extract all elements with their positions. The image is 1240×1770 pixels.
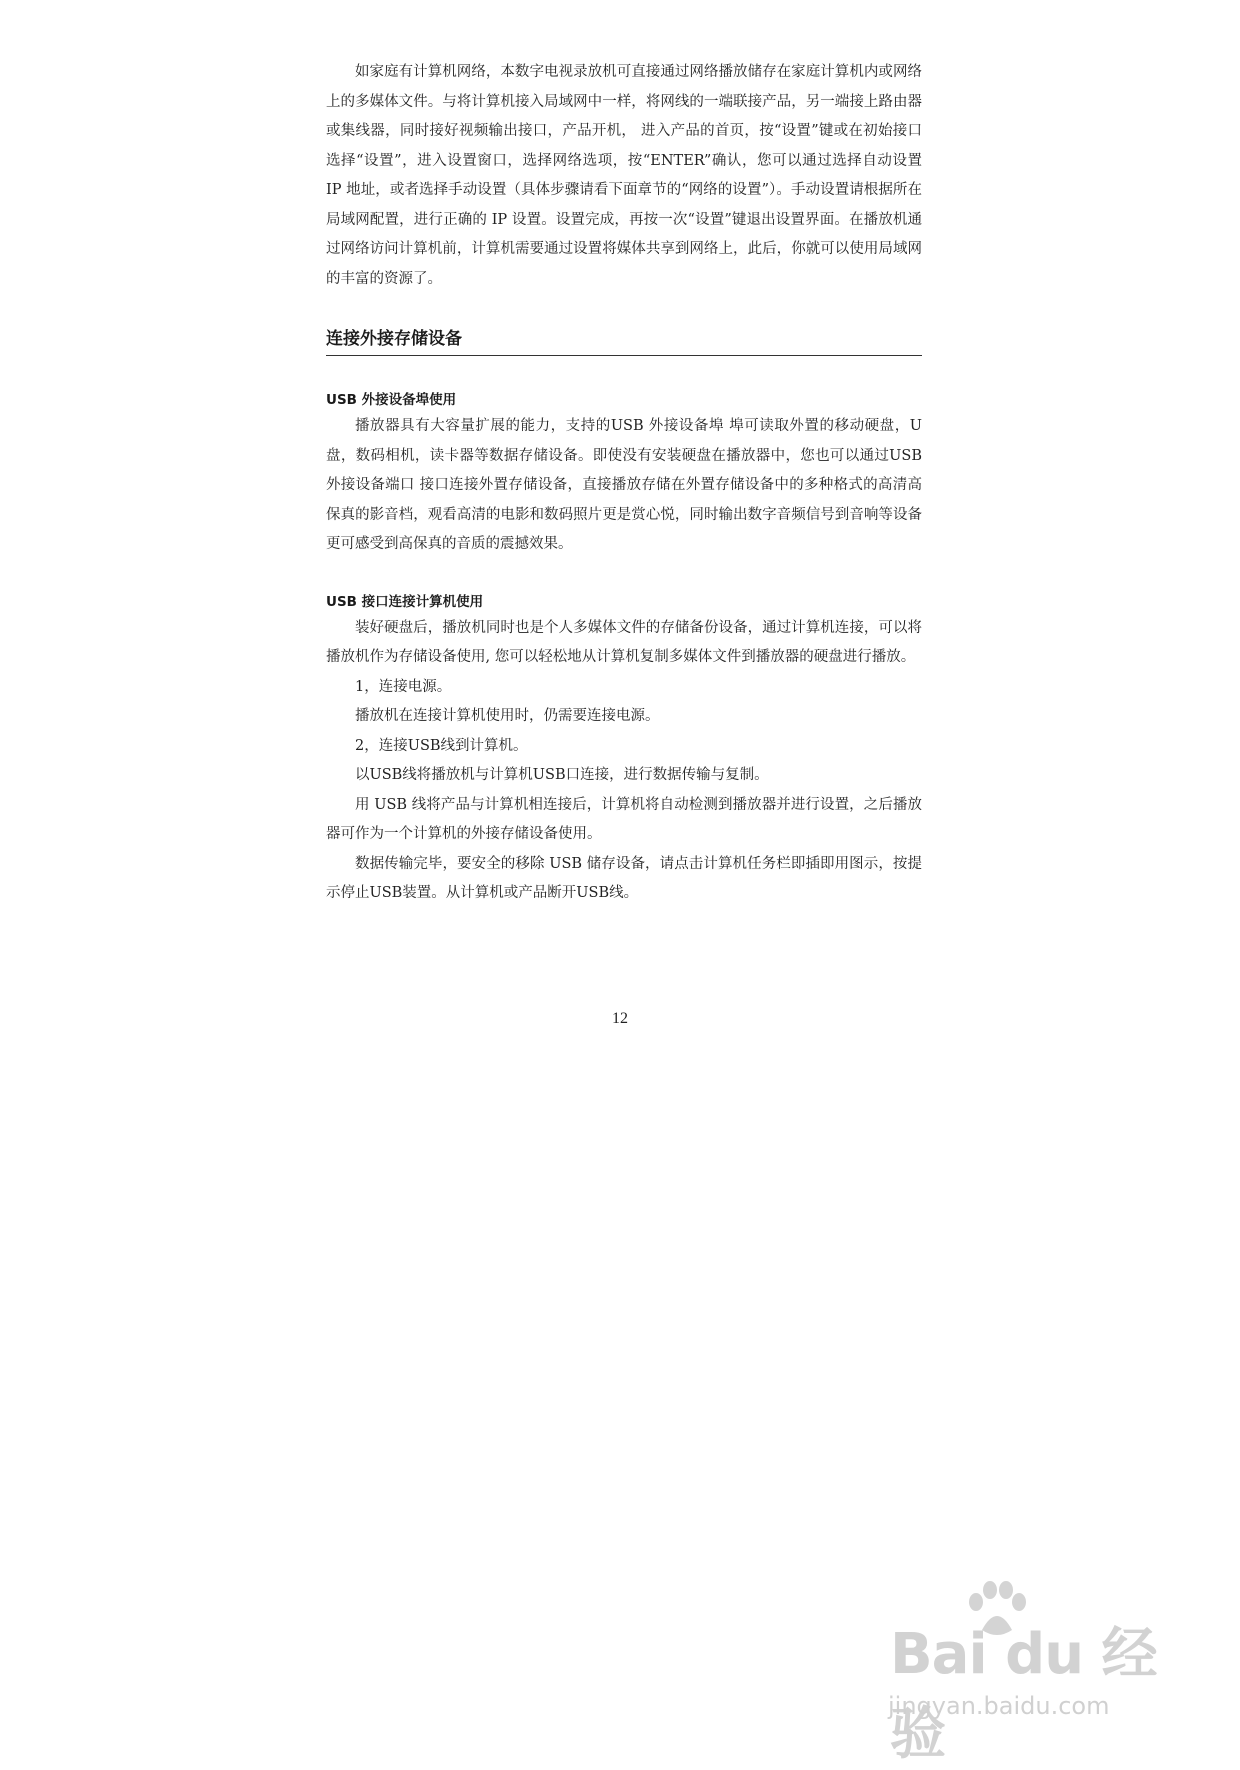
detect-paragraph: 用 USB 线将产品与计算机相连接后，计算机将自动检测到播放器并进行设置，之后播放器可作为一个计算机的外接存储设备使用。: [326, 796, 922, 842]
step-1-heading: 1，连接电源。: [355, 678, 452, 695]
intro-paragraph: 如家庭有计算机网络，本数字电视录放机可直接通过网络播放储存在家庭计算机内或网络上的多媒体文件。与将计算机接入局域网中一样，将网线的一端联接产品，另一端接上路由器或集线器，同时接好视频输出接口，产品开机， 进入产品的首页，按“设置”键或在初始接口选择“设置”，进入设置窗口，选择网络选项，按“ENTER”确认，您可以通过选择自动设置 IP 地址，或者选择手动设置（具体步骤请看下面章节的“网络的设置”）。手动设置请根据所在局域网配置，进行正确的 IP 设置。设置完成，再按一次“设置”键退出设置界面。在播放机通过网络访问计算机前，计算机需要通过设置将媒体共享到网络上，此后，你就可以使用局域网的丰富的资源了。: [326, 64, 922, 287]
page-number: 12: [612, 1010, 628, 1027]
usb-computer-title: USB 接口连接计算机使用: [326, 593, 484, 610]
step-2-heading: 2，连接USB线到计算机。: [355, 737, 528, 754]
usb-port-paragraph: 播放器具有大容量扩展的能力，支持的USB 外接设备埠 埠可读取外置的移动硬盘，U 盘，数码相机，读卡器等数据存储设备。即使没有安装硬盘在播放器中，您也可以通过USB 外接设备端口 接口连接外置存储设备，直接播放存储在外置存储设备中的多种格式的高清高保真的影音档，观看高清的电影和数码照片更是赏心悦，同时输出数字音频信号到音响等设备更可感受到高保真的音质的震撼效果。: [326, 418, 922, 552]
step-1-detail: 播放机在连接计算机使用时，仍需要连接电源。: [355, 708, 660, 724]
step-2-detail: 以USB线将播放机与计算机USB口连接，进行数据传输与复制。: [355, 767, 769, 783]
document-body: [326, 58, 922, 909]
baidu-watermark: [880, 1580, 1180, 1767]
spacer: [326, 294, 922, 324]
usb-port-title: USB 外接设备埠使用: [326, 392, 457, 408]
usb-computer-paragraph: 装好硬盘后，播放机同时也是个人多媒体文件的存储备份设备，通过计算机连接，可以将播放机作为存储设备使用, 您可以轻松地从计算机复制多媒体文件到播放器的硬盘进行播放。: [326, 619, 922, 665]
section-title: 连接外接存储设备: [326, 324, 922, 356]
watermark-url: jingyan.baidu.com: [888, 1692, 1110, 1720]
safe-removal-paragraph: 数据传输完毕，要安全的移除 USB 储存设备，请点击计算机任务栏即插即用图示，按提示停止USB装置。从计算机或产品断开USB线。: [326, 855, 922, 901]
spacer: [326, 560, 922, 590]
spacer: [326, 356, 922, 388]
watermark-brand: Bai du 经验: [890, 1622, 1157, 1767]
